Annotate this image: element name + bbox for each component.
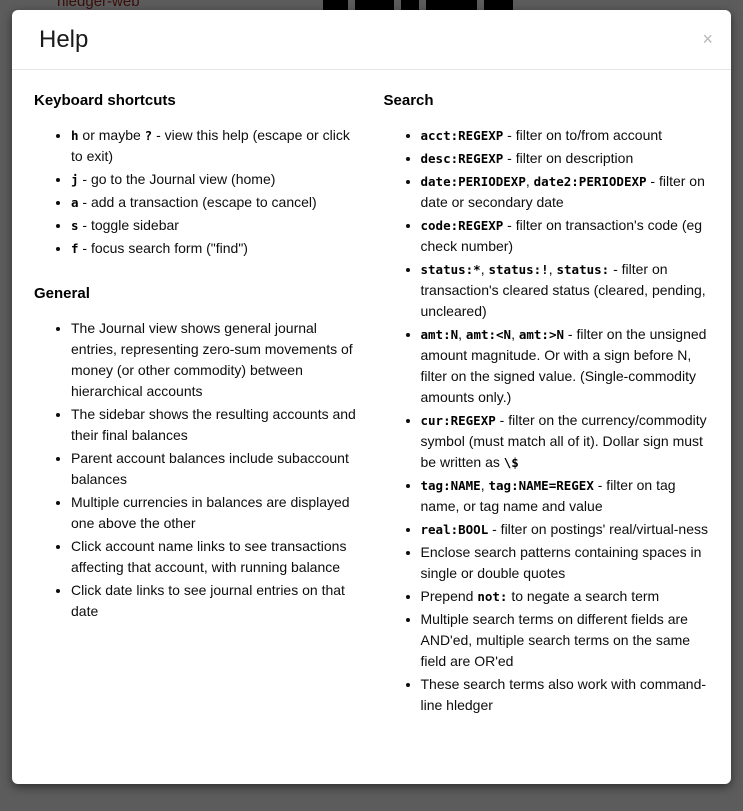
list-item: • acct:REGEXP - filter on to/from account xyxy=(421,125,710,146)
modal-title: Help xyxy=(39,26,89,53)
list-item: • The Journal view shows general journal entries, representing zero-sum movements of money (or other commodity) between hierarchical accounts xyxy=(71,318,360,402)
code-term: cur:REGEXP xyxy=(420,412,496,428)
code-term: status: xyxy=(556,261,610,277)
list-item: • real:BOOL - filter on postings' real/virtual-ness xyxy=(421,519,710,540)
list-item: • date:PERIODEXP, date2:PERIODEXP - filter on date or secondary date xyxy=(421,171,710,213)
modal-header xyxy=(12,10,731,70)
general-list xyxy=(34,318,360,622)
code-term: s xyxy=(71,217,79,233)
section-title-keyboard-shortcuts: Keyboard shortcuts xyxy=(34,91,176,109)
code-term: j xyxy=(71,171,79,187)
list-item: • a - add a transaction (escape to cancel) xyxy=(71,192,360,213)
code-term: acct:REGEXP xyxy=(420,127,504,143)
code-term: amt:<N xyxy=(465,326,512,342)
code-term: amt:N xyxy=(420,326,459,342)
code-term: status:! xyxy=(488,261,549,277)
code-term: real:BOOL xyxy=(420,521,489,537)
code-term: desc:REGEXP xyxy=(420,150,504,166)
help-modal xyxy=(12,10,731,784)
list-item: • Click account name links to see transactions affecting that account, with running balance xyxy=(71,536,360,578)
list-item: • j - go to the Journal view (home) xyxy=(71,169,360,190)
list-item: • f - focus search form ("find") xyxy=(71,238,360,259)
code-term: code:REGEXP xyxy=(420,217,504,233)
code-term: h xyxy=(71,127,79,143)
keyboard-shortcuts-list xyxy=(34,125,360,259)
list-item: • amt:N, amt:<N, amt:>N - filter on the unsigned amount magnitude. Or with a sign before N, filter on the signed value. (Single-commodity amounts only.) xyxy=(421,324,710,408)
code-term: not: xyxy=(477,588,508,604)
list-item: • status:*, status:!, status: - filter on transaction's cleared status (cleared, pending, uncleared) xyxy=(421,259,710,322)
left-column xyxy=(22,84,372,774)
code-term: tag:NAME xyxy=(420,477,481,493)
list-item: • The sidebar shows the resulting accounts and their final balances xyxy=(71,404,360,446)
list-item: • s - toggle sidebar xyxy=(71,215,360,236)
code-term: date:PERIODEXP xyxy=(420,173,526,189)
code-term: date2:PERIODEXP xyxy=(533,173,647,189)
code-term: a xyxy=(71,194,79,210)
list-item: • desc:REGEXP - filter on description xyxy=(421,148,710,169)
section-title-search: Search xyxy=(383,91,434,109)
code-term: ? xyxy=(144,127,153,143)
code-term: amt:>N xyxy=(518,326,565,342)
close-icon[interactable]: × xyxy=(702,29,713,49)
list-item: • code:REGEXP - filter on transaction's code (eg check number) xyxy=(421,215,710,257)
code-term: status:* xyxy=(420,261,481,277)
list-item: • Multiple search terms on different fields are AND'ed, multiple search terms on the same field are OR'ed xyxy=(421,609,710,672)
list-item: • h or maybe ? - view this help (escape or click to exit) xyxy=(71,125,360,167)
list-item: • These search terms also work with command-line hledger xyxy=(421,674,710,716)
code-term: \$ xyxy=(503,454,519,470)
code-term: tag:NAME=REGEX xyxy=(488,477,594,493)
list-item: • Enclose search patterns containing spaces in single or double quotes xyxy=(421,542,710,584)
list-item: • Parent account balances include subaccount balances xyxy=(71,448,360,490)
code-term: f xyxy=(71,240,79,256)
list-item: • Multiple currencies in balances are displayed one above the other xyxy=(71,492,360,534)
search-list xyxy=(384,125,710,716)
list-item: • tag:NAME, tag:NAME=REGEX - filter on tag name, or tag name and value xyxy=(421,475,710,517)
section-title-general: General xyxy=(34,284,90,302)
list-item: • cur:REGEXP - filter on the currency/commodity symbol (must match all of it). Dollar sign must be written as \$ xyxy=(421,410,710,473)
list-item: • Prepend not: to negate a search term xyxy=(421,586,710,607)
modal-body xyxy=(12,70,731,784)
right-column xyxy=(372,84,722,774)
list-item: • Click date links to see journal entries on that date xyxy=(71,580,360,622)
